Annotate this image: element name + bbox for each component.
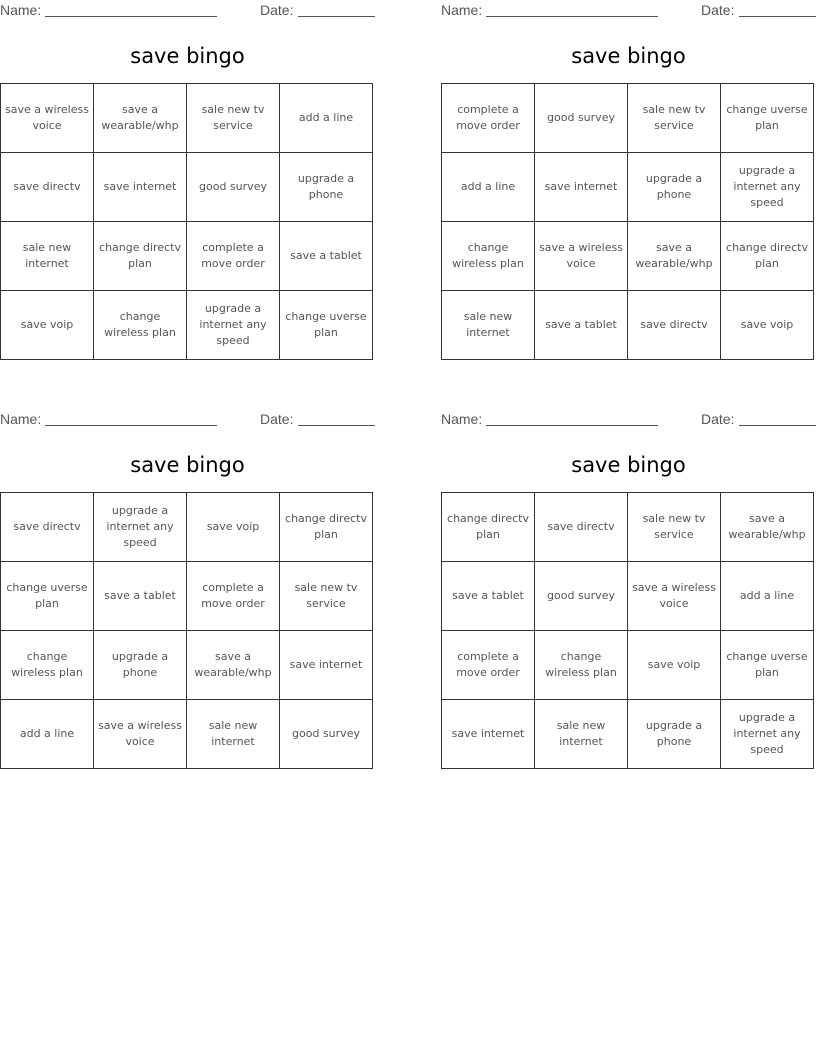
bingo-card	[441, 409, 816, 756]
name-date-row	[441, 0, 816, 22]
bingo-row	[442, 700, 814, 769]
name-label: Name:	[441, 411, 483, 427]
date-label: Date:	[701, 2, 735, 18]
bingo-cell: sale new internet	[1, 222, 94, 291]
name-label: Name:	[0, 2, 42, 18]
date-blank-line	[739, 425, 816, 426]
name-date-row	[441, 409, 816, 431]
bingo-cell: sale new tv service	[628, 493, 721, 562]
bingo-cell: save directv	[535, 493, 628, 562]
bingo-cell: sale new internet	[442, 291, 535, 360]
bingo-cell: good survey	[535, 562, 628, 631]
bingo-cell: change uverse plan	[1, 562, 94, 631]
date-blank-line	[298, 425, 375, 426]
bingo-cell: save internet	[280, 631, 373, 700]
bingo-card	[0, 409, 376, 748]
bingo-cell: upgrade a internet any speed	[721, 153, 814, 222]
bingo-cell: save a wearable/whp	[721, 493, 814, 562]
bingo-cell: add a line	[280, 84, 373, 153]
bingo-row	[1, 222, 373, 291]
bingo-cell: sale new tv service	[280, 562, 373, 631]
bingo-cell: change directv plan	[721, 222, 814, 291]
bingo-row	[442, 291, 814, 360]
bingo-cell: change uverse plan	[280, 291, 373, 360]
bingo-cell: save directv	[628, 291, 721, 360]
bingo-row	[1, 562, 373, 631]
date-blank-line	[298, 16, 375, 17]
bingo-cell: upgrade a phone	[94, 631, 187, 700]
date-label: Date:	[260, 411, 294, 427]
bingo-cell: save a wireless voice	[94, 700, 187, 769]
bingo-cell: complete a move order	[187, 222, 280, 291]
bingo-cell: save a wearable/whp	[628, 222, 721, 291]
name-blank-line	[45, 16, 217, 17]
name-blank-line	[486, 16, 658, 17]
bingo-cell: sale new internet	[535, 700, 628, 769]
bingo-cell: save a tablet	[535, 291, 628, 360]
bingo-grid	[441, 492, 814, 769]
bingo-cell: save voip	[721, 291, 814, 360]
bingo-cell: change directv plan	[94, 222, 187, 291]
bingo-row	[442, 562, 814, 631]
bingo-cell: change wireless plan	[1, 631, 94, 700]
bingo-cell: complete a move order	[442, 84, 535, 153]
date-label: Date:	[701, 411, 735, 427]
bingo-cell: upgrade a phone	[280, 153, 373, 222]
bingo-grid	[441, 83, 814, 360]
card-title: save bingo	[571, 44, 686, 68]
bingo-cell: upgrade a internet any speed	[187, 291, 280, 360]
bingo-cell: sale new internet	[187, 700, 280, 769]
name-blank-line	[45, 425, 217, 426]
bingo-cell: good survey	[280, 700, 373, 769]
bingo-cell: complete a move order	[187, 562, 280, 631]
bingo-cell: good survey	[187, 153, 280, 222]
bingo-cell: save voip	[187, 493, 280, 562]
bingo-cell: save a tablet	[94, 562, 187, 631]
bingo-cell: upgrade a phone	[628, 153, 721, 222]
bingo-card	[0, 0, 376, 347]
bingo-row	[442, 631, 814, 700]
bingo-row	[442, 493, 814, 562]
bingo-cell: save a tablet	[442, 562, 535, 631]
bingo-cell: upgrade a phone	[628, 700, 721, 769]
bingo-grid	[0, 492, 373, 769]
name-label: Name:	[0, 411, 42, 427]
bingo-row	[1, 631, 373, 700]
bingo-cell: change wireless plan	[442, 222, 535, 291]
bingo-row	[1, 153, 373, 222]
bingo-cell: add a line	[442, 153, 535, 222]
bingo-cell: add a line	[721, 562, 814, 631]
bingo-cell: upgrade a internet any speed	[94, 493, 187, 562]
bingo-cell: change wireless plan	[535, 631, 628, 700]
bingo-cell: add a line	[1, 700, 94, 769]
bingo-cell: save a wireless voice	[1, 84, 94, 153]
name-blank-line	[486, 425, 658, 426]
bingo-cell: save voip	[628, 631, 721, 700]
card-title: save bingo	[130, 44, 245, 68]
bingo-grid	[0, 83, 373, 360]
name-date-row	[0, 0, 376, 22]
date-blank-line	[739, 16, 816, 17]
bingo-row	[1, 291, 373, 360]
bingo-cell: save a wireless voice	[628, 562, 721, 631]
bingo-cell: change directv plan	[442, 493, 535, 562]
bingo-cell: change wireless plan	[94, 291, 187, 360]
bingo-cell: good survey	[535, 84, 628, 153]
bingo-cell: save internet	[94, 153, 187, 222]
bingo-row	[1, 700, 373, 769]
bingo-cell: save a wireless voice	[535, 222, 628, 291]
card-title: save bingo	[130, 453, 245, 477]
bingo-cell: sale new tv service	[628, 84, 721, 153]
bingo-cell: save a wearable/whp	[187, 631, 280, 700]
bingo-row	[442, 84, 814, 153]
bingo-row	[1, 84, 373, 153]
date-label: Date:	[260, 2, 294, 18]
bingo-cell: change directv plan	[280, 493, 373, 562]
bingo-cell: save voip	[1, 291, 94, 360]
bingo-row	[1, 493, 373, 562]
bingo-cell: save a tablet	[280, 222, 373, 291]
bingo-row	[442, 153, 814, 222]
bingo-cell: change uverse plan	[721, 631, 814, 700]
bingo-cell: change uverse plan	[721, 84, 814, 153]
name-label: Name:	[441, 2, 483, 18]
name-date-row	[0, 409, 376, 431]
bingo-cell: save directv	[1, 153, 94, 222]
bingo-cell: save internet	[535, 153, 628, 222]
bingo-cell: save internet	[442, 700, 535, 769]
bingo-cell: save directv	[1, 493, 94, 562]
bingo-cell: complete a move order	[442, 631, 535, 700]
bingo-row	[442, 222, 814, 291]
bingo-cell: upgrade a internet any speed	[721, 700, 814, 769]
bingo-cell: sale new tv service	[187, 84, 280, 153]
bingo-card	[441, 0, 816, 339]
bingo-cell: save a wearable/whp	[94, 84, 187, 153]
card-title: save bingo	[571, 453, 686, 477]
